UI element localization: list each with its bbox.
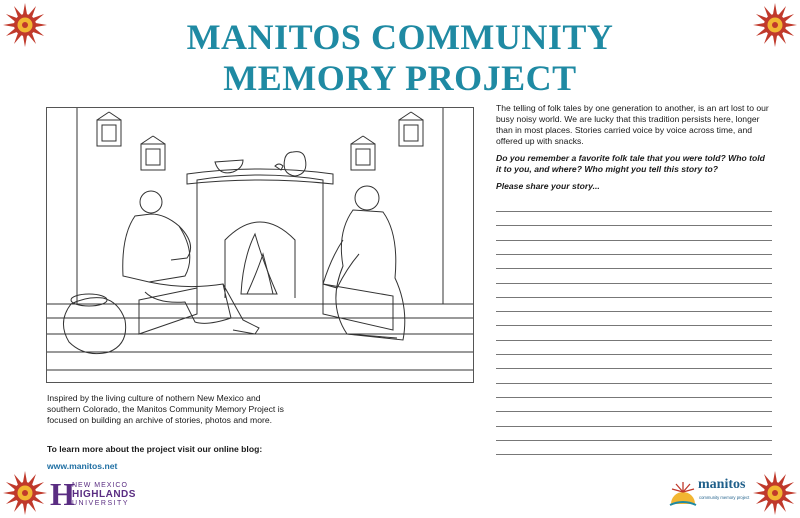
- writing-line: [496, 454, 772, 455]
- folk-tale-question: Do you remember a favorite folk tale that you were told? Who told it to you, and where? Who might you tell this story to?: [496, 153, 765, 174]
- writing-line: [496, 268, 772, 269]
- writing-line: [496, 240, 772, 241]
- writing-line: [496, 254, 772, 255]
- manitos-logo: manitos community memory project: [668, 476, 754, 510]
- writing-line: [496, 440, 772, 441]
- sun-ornament-icon: [752, 470, 798, 516]
- writing-line: [496, 211, 772, 212]
- writing-line: [496, 368, 772, 369]
- share-prompt: Please share your story...: [496, 181, 600, 191]
- writing-line: [496, 283, 772, 284]
- intro-block: [496, 103, 772, 198]
- writing-line: [496, 383, 772, 384]
- writing-line: [496, 225, 772, 226]
- storytelling-illustration: [46, 107, 474, 383]
- writing-line: [496, 297, 772, 298]
- university-logo: H NEW MEXICO HIGHLANDS UNIVERSITY: [50, 476, 136, 512]
- writing-line: [496, 311, 772, 312]
- learn-more-text: To learn more about the project visit our online blog:: [47, 444, 263, 454]
- intro-paragraph: The telling of folk tales by one generation to another, is an art lost to our busy noisy world. We are lucky that this tradition persists here, longer than in most places. Stories carried voice by voice across time, and offered up with snacks.: [496, 103, 769, 146]
- writing-line: [496, 354, 772, 355]
- writing-line: [496, 397, 772, 398]
- manitos-sun-icon: [668, 478, 698, 508]
- sun-ornament-icon: [2, 470, 48, 516]
- page-title-line-1: MANITOS COMMUNITY: [186, 17, 614, 57]
- writing-line: [496, 325, 772, 326]
- writing-line: [496, 426, 772, 427]
- university-logo-letter: H: [50, 476, 75, 512]
- writing-line: [496, 340, 772, 341]
- writing-line: [496, 411, 772, 412]
- page-title-line-2: MEMORY PROJECT: [223, 58, 577, 98]
- about-paragraph: Inspired by the living culture of nothern New Mexico and southern Colorado, the Manitos Community Memory Project is focused on building an archive of stories, photos and more.: [47, 393, 284, 425]
- blog-link[interactable]: www.manitos.net: [47, 461, 118, 471]
